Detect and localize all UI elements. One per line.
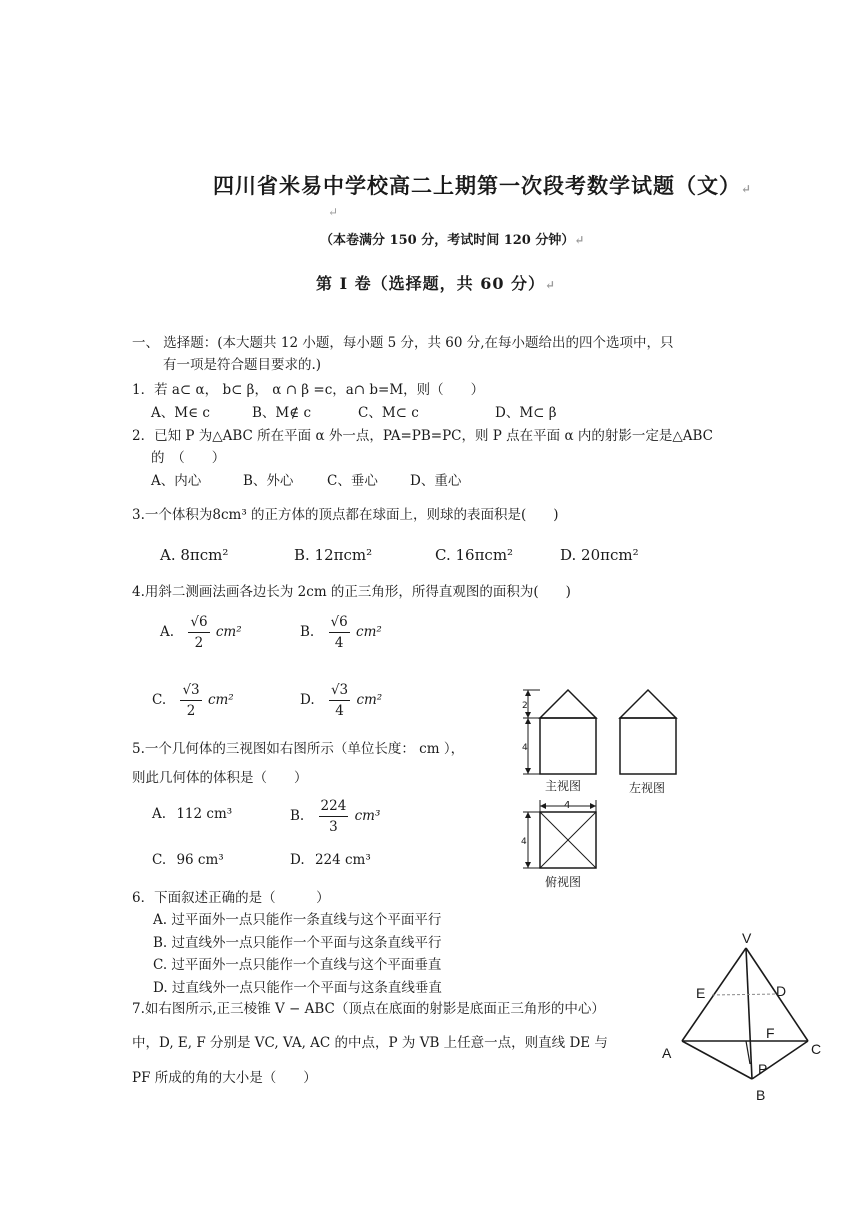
q4-option-b: B. $\frac{√6}{4}$ cm² — [300, 614, 382, 651]
q3-stem: 3.一个体积为8cm³ 的正方体的顶点都在球面上，则球的表面积是( ) — [132, 507, 559, 523]
point-e-label: E — [696, 985, 706, 1001]
vertex-v-label: V — [742, 930, 752, 946]
q3-option-a: A. 8πcm² — [160, 546, 229, 564]
q1-option-d: D、M⊂ β — [495, 405, 557, 421]
q5-option-d: D. 224 cm³ — [290, 852, 371, 868]
three-view-figure — [515, 684, 695, 894]
dim-4-top-height-label: 4 — [521, 837, 527, 847]
q3-option-b: B. 12πcm² — [294, 546, 373, 564]
side-view-body — [620, 718, 676, 774]
q3-option-c: C. 16πcm² — [435, 546, 514, 564]
dim-4-front-label: 4 — [522, 743, 528, 753]
q7-stem-line3: PF 所成的角的大小是（ ） — [132, 1070, 317, 1086]
front-view-label: 主视图 — [545, 779, 582, 793]
q6-stem: 6．下面叙述正确的是（ ） — [132, 890, 330, 906]
q2-option-a: A、内心 — [151, 473, 202, 489]
q5-stem-line2: 则此几何体的体积是（ ） — [132, 770, 308, 786]
front-view-body — [540, 718, 596, 774]
section-heading-line1: 一、 选择题：(本大题共 12 小题，每小题 5 分，共 60 分,在每小题给出的四个选项中，只 — [132, 335, 674, 351]
q5-option-b: B. $\frac{224}{3}$ cm³ — [290, 798, 381, 835]
front-view-roof — [540, 690, 596, 718]
point-p-label: P — [758, 1061, 768, 1077]
vertex-b-label: B — [756, 1087, 766, 1103]
dim-2-label: 2 — [522, 701, 528, 711]
dim-4-top-width-label: 4 — [564, 800, 571, 811]
q2-stem-line2: 的 （ ） — [151, 450, 226, 466]
side-view-label: 左视图 — [629, 781, 666, 795]
q2-stem-line1: 2．已知 P 为△ABC 所在平面 α 外一点，PA=PB=PC，则 P 点在平面 α 内的射影一定是△ABC — [132, 428, 714, 444]
point-f-label: F — [766, 1025, 775, 1041]
q1-option-c: C、M⊂ c — [358, 405, 419, 421]
q7-stem-line2: 中，D, E, F 分别是 VC, VA, AC 的中点，P 为 VB 上任意一点，则直线 DE 与 — [132, 1035, 608, 1051]
q6-option-a: A. 过平面外一点只能作一条直线与这个平面平行 — [153, 912, 442, 928]
q4-option-a: A. $\frac{√6}{2}$ cm² — [160, 614, 242, 651]
q4-option-d: D. $\frac{√3}{4}$ cm² — [300, 682, 383, 719]
q6-option-b: B. 过直线外一点只能作一个平面与这条直线平行 — [153, 935, 442, 951]
q5-option-c: C. 96 cm³ — [152, 852, 224, 868]
q5-stem-line1: 5.一个几何体的三视图如右图所示（单位长度： cm ）， — [132, 741, 465, 757]
section-heading-line2: 有一项是符合题目要求的.) — [163, 357, 322, 373]
part-heading: 第 I 卷（选择题，共 60 分）↵ — [316, 274, 557, 293]
vertex-a-label: A — [662, 1045, 672, 1061]
q2-option-b: B、外心 — [243, 473, 294, 489]
top-view-label: 俯视图 — [545, 875, 582, 889]
exam-title: 四川省米易中学校高二上期第一次段考数学试题（文）↵ — [213, 173, 753, 198]
q6-option-d: D. 过直线外一点只能作一个平面与这条直线垂直 — [153, 980, 442, 996]
pyramid-figure — [658, 926, 838, 1106]
exam-subtitle: （本卷满分 150 分，考试时间 120 分钟）↵ — [320, 233, 585, 248]
return-mark: ↵ — [328, 205, 339, 219]
q7-stem-line1: 7.如右图所示,正三棱锥 V − ABC（顶点在底面的射影是底面正三角形的中心） — [132, 1001, 605, 1017]
q1-stem: 1．若 a⊂ α， b⊂ β， α ∩ β =c，a∩ b=M，则（ ） — [132, 382, 485, 398]
q2-option-d: D、重心 — [410, 473, 462, 489]
q2-option-c: C、垂心 — [327, 473, 378, 489]
q4-stem: 4.用斜二测画法画各边长为 2cm 的正三角形，所得直观图的面积为( ) — [132, 584, 571, 600]
q1-option-a: A、M∈ c — [151, 405, 210, 421]
side-view-roof — [620, 690, 676, 718]
point-d-label: D — [776, 983, 787, 999]
q4-option-c: C. $\frac{√3}{2}$ cm² — [152, 682, 234, 719]
q3-option-d: D. 20πcm² — [560, 546, 639, 564]
q1-option-b: B、M∉ c — [252, 405, 312, 421]
vertex-c-label: C — [811, 1041, 822, 1057]
q6-option-c: C. 过平面外一点只能作一个直线与这个平面垂直 — [153, 957, 442, 973]
q5-option-a: A. 112 cm³ — [152, 806, 233, 822]
